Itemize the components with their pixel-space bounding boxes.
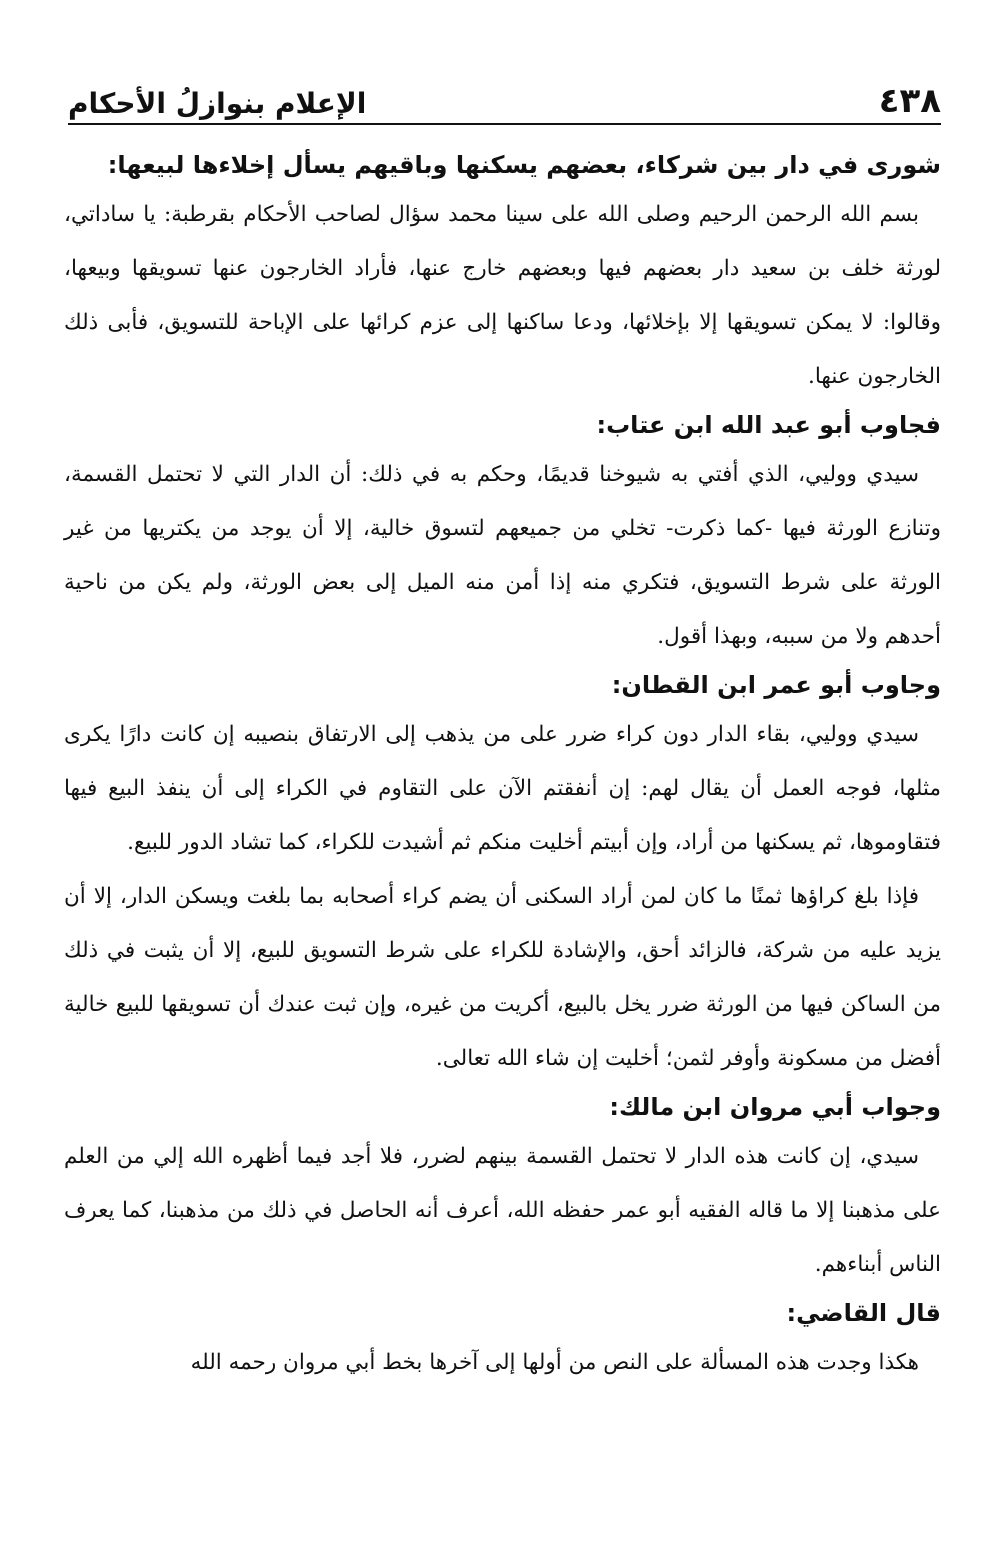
section-heading: شورى في دار بين شركاء، بعضهم يسكنها وباقيهم يسأل إخلاءها لبيعها: (107, 151, 941, 179)
section-ibn-attab (64, 406, 941, 664)
page-body (64, 146, 941, 1390)
page-header (68, 60, 941, 121)
running-title: الإعلام بنوازلُ الأحكام (68, 87, 367, 120)
section-heading: قال القاضي: (786, 1299, 941, 1327)
header-divider (68, 123, 941, 125)
paragraph: سيدي ووليي، الذي أفتي به شيوخنا قديمًا، وحكم به في ذلك: أن الدار التي لا تحتمل القسمة، وتنازع الورثة فيها -كما ذكرت- تخلي من جميعهم لتسوق خالية، إلا أن يوجد من يكتريها من غير الورثة على شرط التسويق، فتكري منه إذا أمن منه الميل إلى بعض الورثة، ولم يكن من ناحية أحدهم ولا من سببه، وبهذا أقول. (64, 462, 941, 649)
paragraph: سيدي ووليي، بقاء الدار دون كراء ضرر على من يذهب إلى الارتفاق بنصيبه إن كانت دارًا يكرى مثلها، فوجه العمل أن يقال لهم: إن أنفقتم الآن على التقاوم في الكراء إلى أن ينفذ البيع فيها فتقاوموها، ثم يسكنها من أراد، وإن أبيتم أخليت منكم ثم أشيدت للكراء، كما تشاد الدور للبيع. (64, 722, 941, 855)
section-al-qadi (64, 1294, 941, 1390)
section-heading: فجاوب أبو عبد الله ابن عتاب: (596, 411, 941, 439)
section-heading: وجاوب أبو عمر ابن القطان: (611, 671, 941, 699)
page-number: ٤٣٨ (878, 81, 941, 121)
paragraph: سيدي، إن كانت هذه الدار لا تحتمل القسمة بينهم لضرر، فلا أجد فيما أظهره الله إلي من العلم على مذهبنا إلا ما قاله الفقيه أبو عمر حفظه الله، أعرف أنه الحاصل في ذلك من مذهبنا، كما يعرف الناس أبناءهم. (64, 1144, 941, 1277)
paragraph: فإذا بلغ كراؤها ثمنًا ما كان لمن أراد السكنى أن يضم كراء أصحابه بما بلغت ويسكن الدار، إلا أن يزيد عليه من شركة، فالزائد أحق، والإشادة للكراء على شرط التسويق للبيع، إلا أن يثبت في ذلك من الساكن فيها من الورثة ضرر يخل بالبيع، أكريت من غيره، وإن ثبت عندك أن تسويقها للبيع خالية أفضل من مسكونة وأوفر لثمن؛ أخليت إن شاء الله تعالى. (64, 884, 941, 1071)
section-heading: وجواب أبي مروان ابن مالك: (609, 1093, 941, 1121)
paragraph: هكذا وجدت هذه المسألة على النص من أولها إلى آخرها بخط أبي مروان رحمه الله (190, 1350, 919, 1375)
paragraph: بسم الله الرحمن الرحيم وصلى الله على سينا محمد سؤال لصاحب الأحكام بقرطبة: يا ساداتي، لورثة خلف بن سعيد دار بعضهم فيها وبعضهم خارج عنها، فأراد الخارجون عنها تسويقها وبيعها، وقالوا: لا يمكن تسويقها إلا بإخلائها، ودعا ساكنها إلى عزم كرائها على الإباحة للتسويق، فأبى ذلك الخارجون عنها. (64, 202, 941, 389)
section-shura (64, 146, 941, 404)
section-ibn-al-qattan (64, 666, 941, 1086)
section-ibn-malik (64, 1088, 941, 1292)
